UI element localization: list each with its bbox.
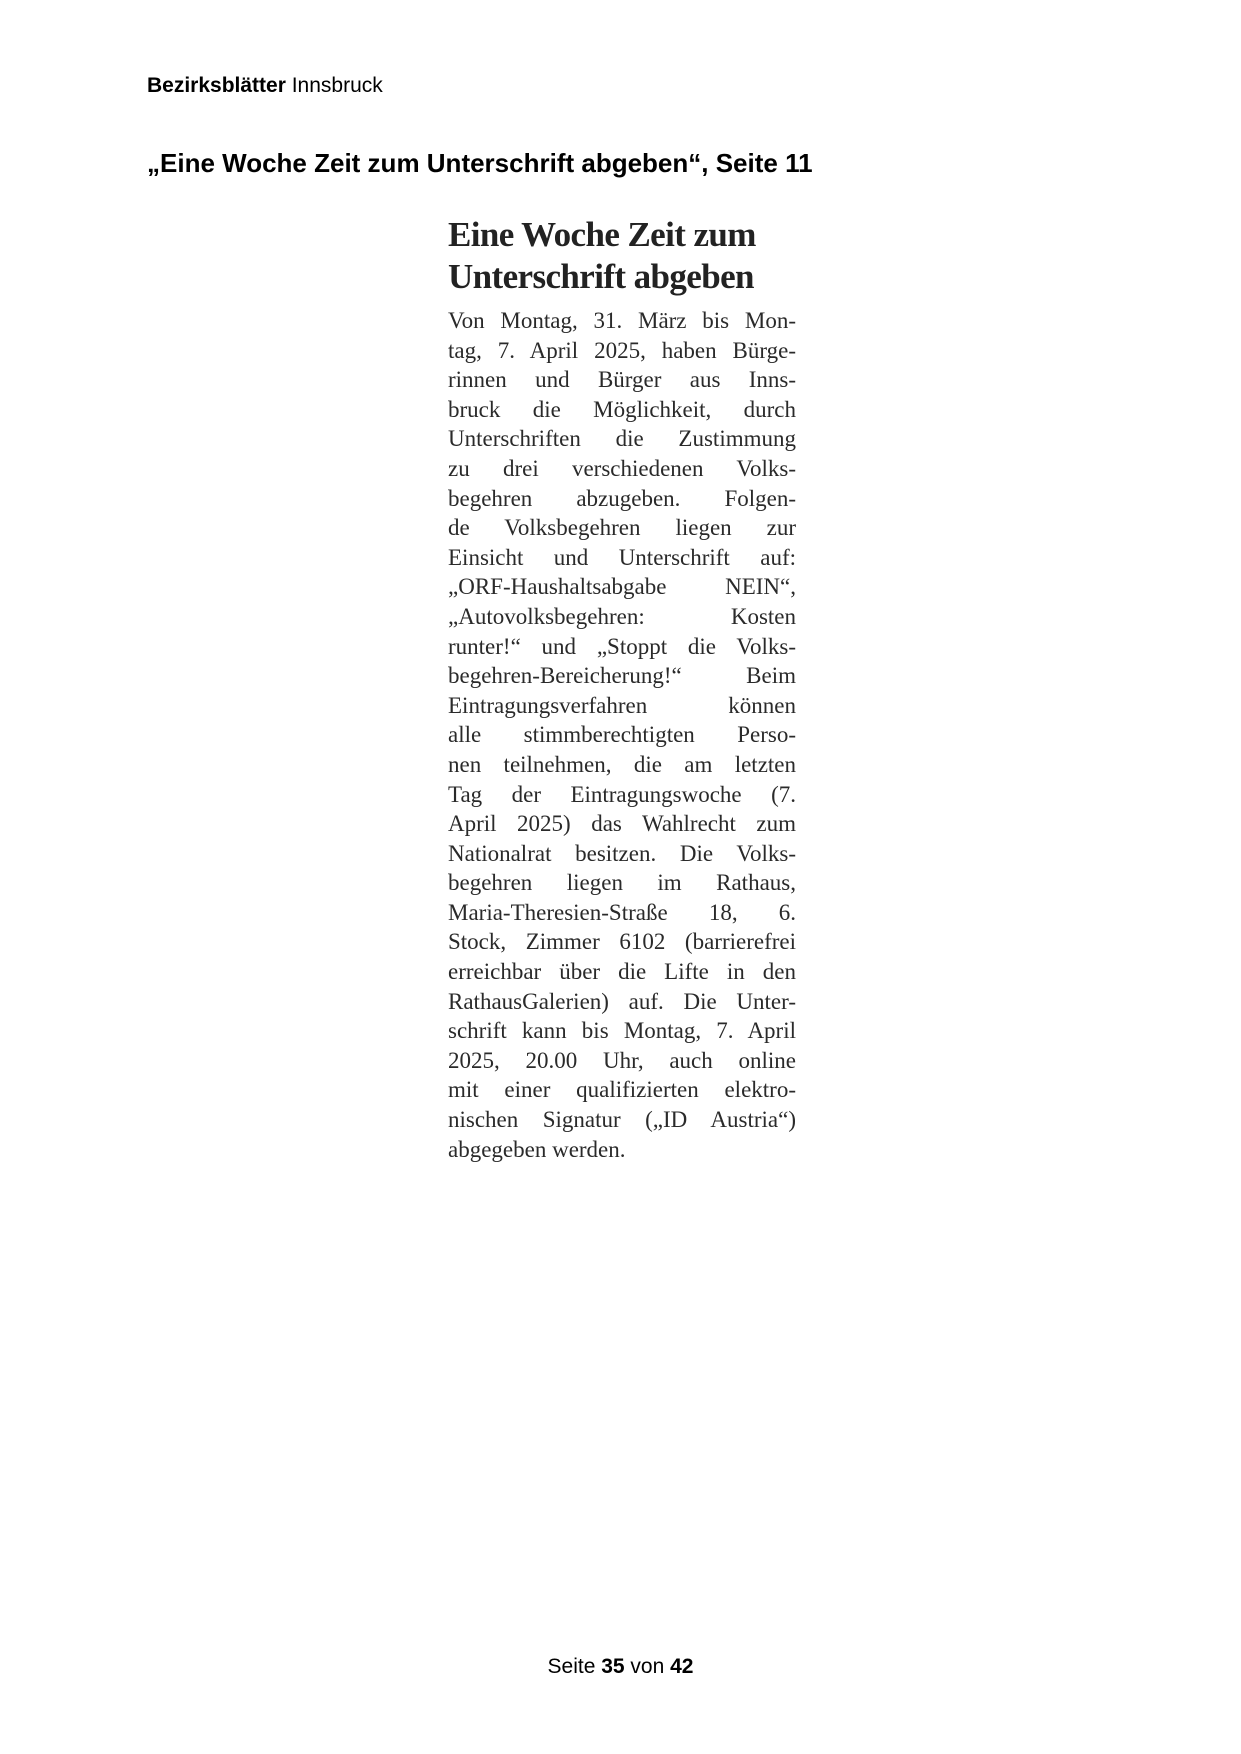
article-headline — [448, 214, 796, 298]
article-body-line: RathausGalerien) auf. Die Unter- — [448, 988, 796, 1014]
article-body-line: erreichbar über die Lifte in den — [448, 959, 796, 985]
article-body-line: schrift kann bis Montag, 7. April — [448, 1018, 796, 1044]
article-body-line: mit einer qualifizierten elektro- — [448, 1077, 796, 1103]
article-body-line: abgegeben werden. — [448, 1136, 626, 1162]
article-body-line: bruck die Möglichkeit, durch — [448, 396, 796, 422]
article-body-line: Einsicht und Unterschrift auf: — [448, 544, 796, 570]
article-body-line: begehren abzugeben. Folgen- — [448, 485, 796, 511]
article-body-line: nischen Signatur („ID Austria“) — [448, 1107, 796, 1133]
article-body-line: Nationalrat besitzen. Die Volks- — [448, 840, 796, 866]
article-body-line: begehren-Bereicherung!“ Beim — [448, 663, 796, 689]
article-body-line: Maria-Theresien-Straße 18, 6. — [448, 899, 796, 925]
article-body-line: Stock, Zimmer 6102 (barrierefrei — [448, 929, 796, 955]
headline-line: Unterschrift abgeben — [448, 257, 754, 296]
article-body-line: Eintragungsverfahren können — [448, 692, 796, 718]
article-body — [448, 306, 796, 1164]
article-body-line: Tag der Eintragungswoche (7. — [448, 781, 796, 807]
article-body-line: zu drei verschiedenen Volks- — [448, 455, 796, 481]
article-body-line: rinnen und Bürger aus Inns- — [448, 367, 796, 393]
article-body-line: „Autovolksbegehren: Kosten — [448, 603, 796, 629]
article-body-line: begehren liegen im Rathaus, — [448, 870, 796, 896]
footer-middle: von — [624, 1655, 671, 1678]
article-body-line: „ORF-Haushaltsabgabe NEIN“, — [448, 574, 796, 600]
current-page: 35 — [601, 1655, 625, 1678]
publication-region: Innsbruck — [285, 74, 383, 97]
total-pages: 42 — [670, 1655, 694, 1678]
article-body-line: alle stimmberechtigten Perso- — [448, 722, 796, 748]
article-reference: „Eine Woche Zeit zum Unterschrift abgeben“, Seite 11 — [147, 148, 813, 178]
article-body-line: de Volksbegehren liegen zur — [448, 515, 796, 541]
article-body-line: Unterschriften die Zustimmung — [448, 426, 796, 452]
publication-name: Bezirksblätter — [147, 74, 286, 97]
article-clipping — [448, 214, 796, 1164]
article-body-line: tag, 7. April 2025, haben Bürge- — [448, 337, 796, 363]
publication-source — [147, 74, 383, 98]
headline-line: Eine Woche Zeit zum — [448, 215, 756, 254]
article-body-line: nen teilnehmen, die am letzten — [448, 751, 796, 777]
page-footer — [0, 1655, 1241, 1679]
article-body-line: April 2025) das Wahlrecht zum — [448, 811, 796, 837]
footer-prefix: Seite — [547, 1655, 602, 1678]
article-body-line: Von Montag, 31. März bis Mon- — [448, 308, 796, 333]
article-body-line: 2025, 20.00 Uhr, auch online — [448, 1047, 796, 1073]
article-body-line: runter!“ und „Stoppt die Volks- — [448, 633, 796, 659]
